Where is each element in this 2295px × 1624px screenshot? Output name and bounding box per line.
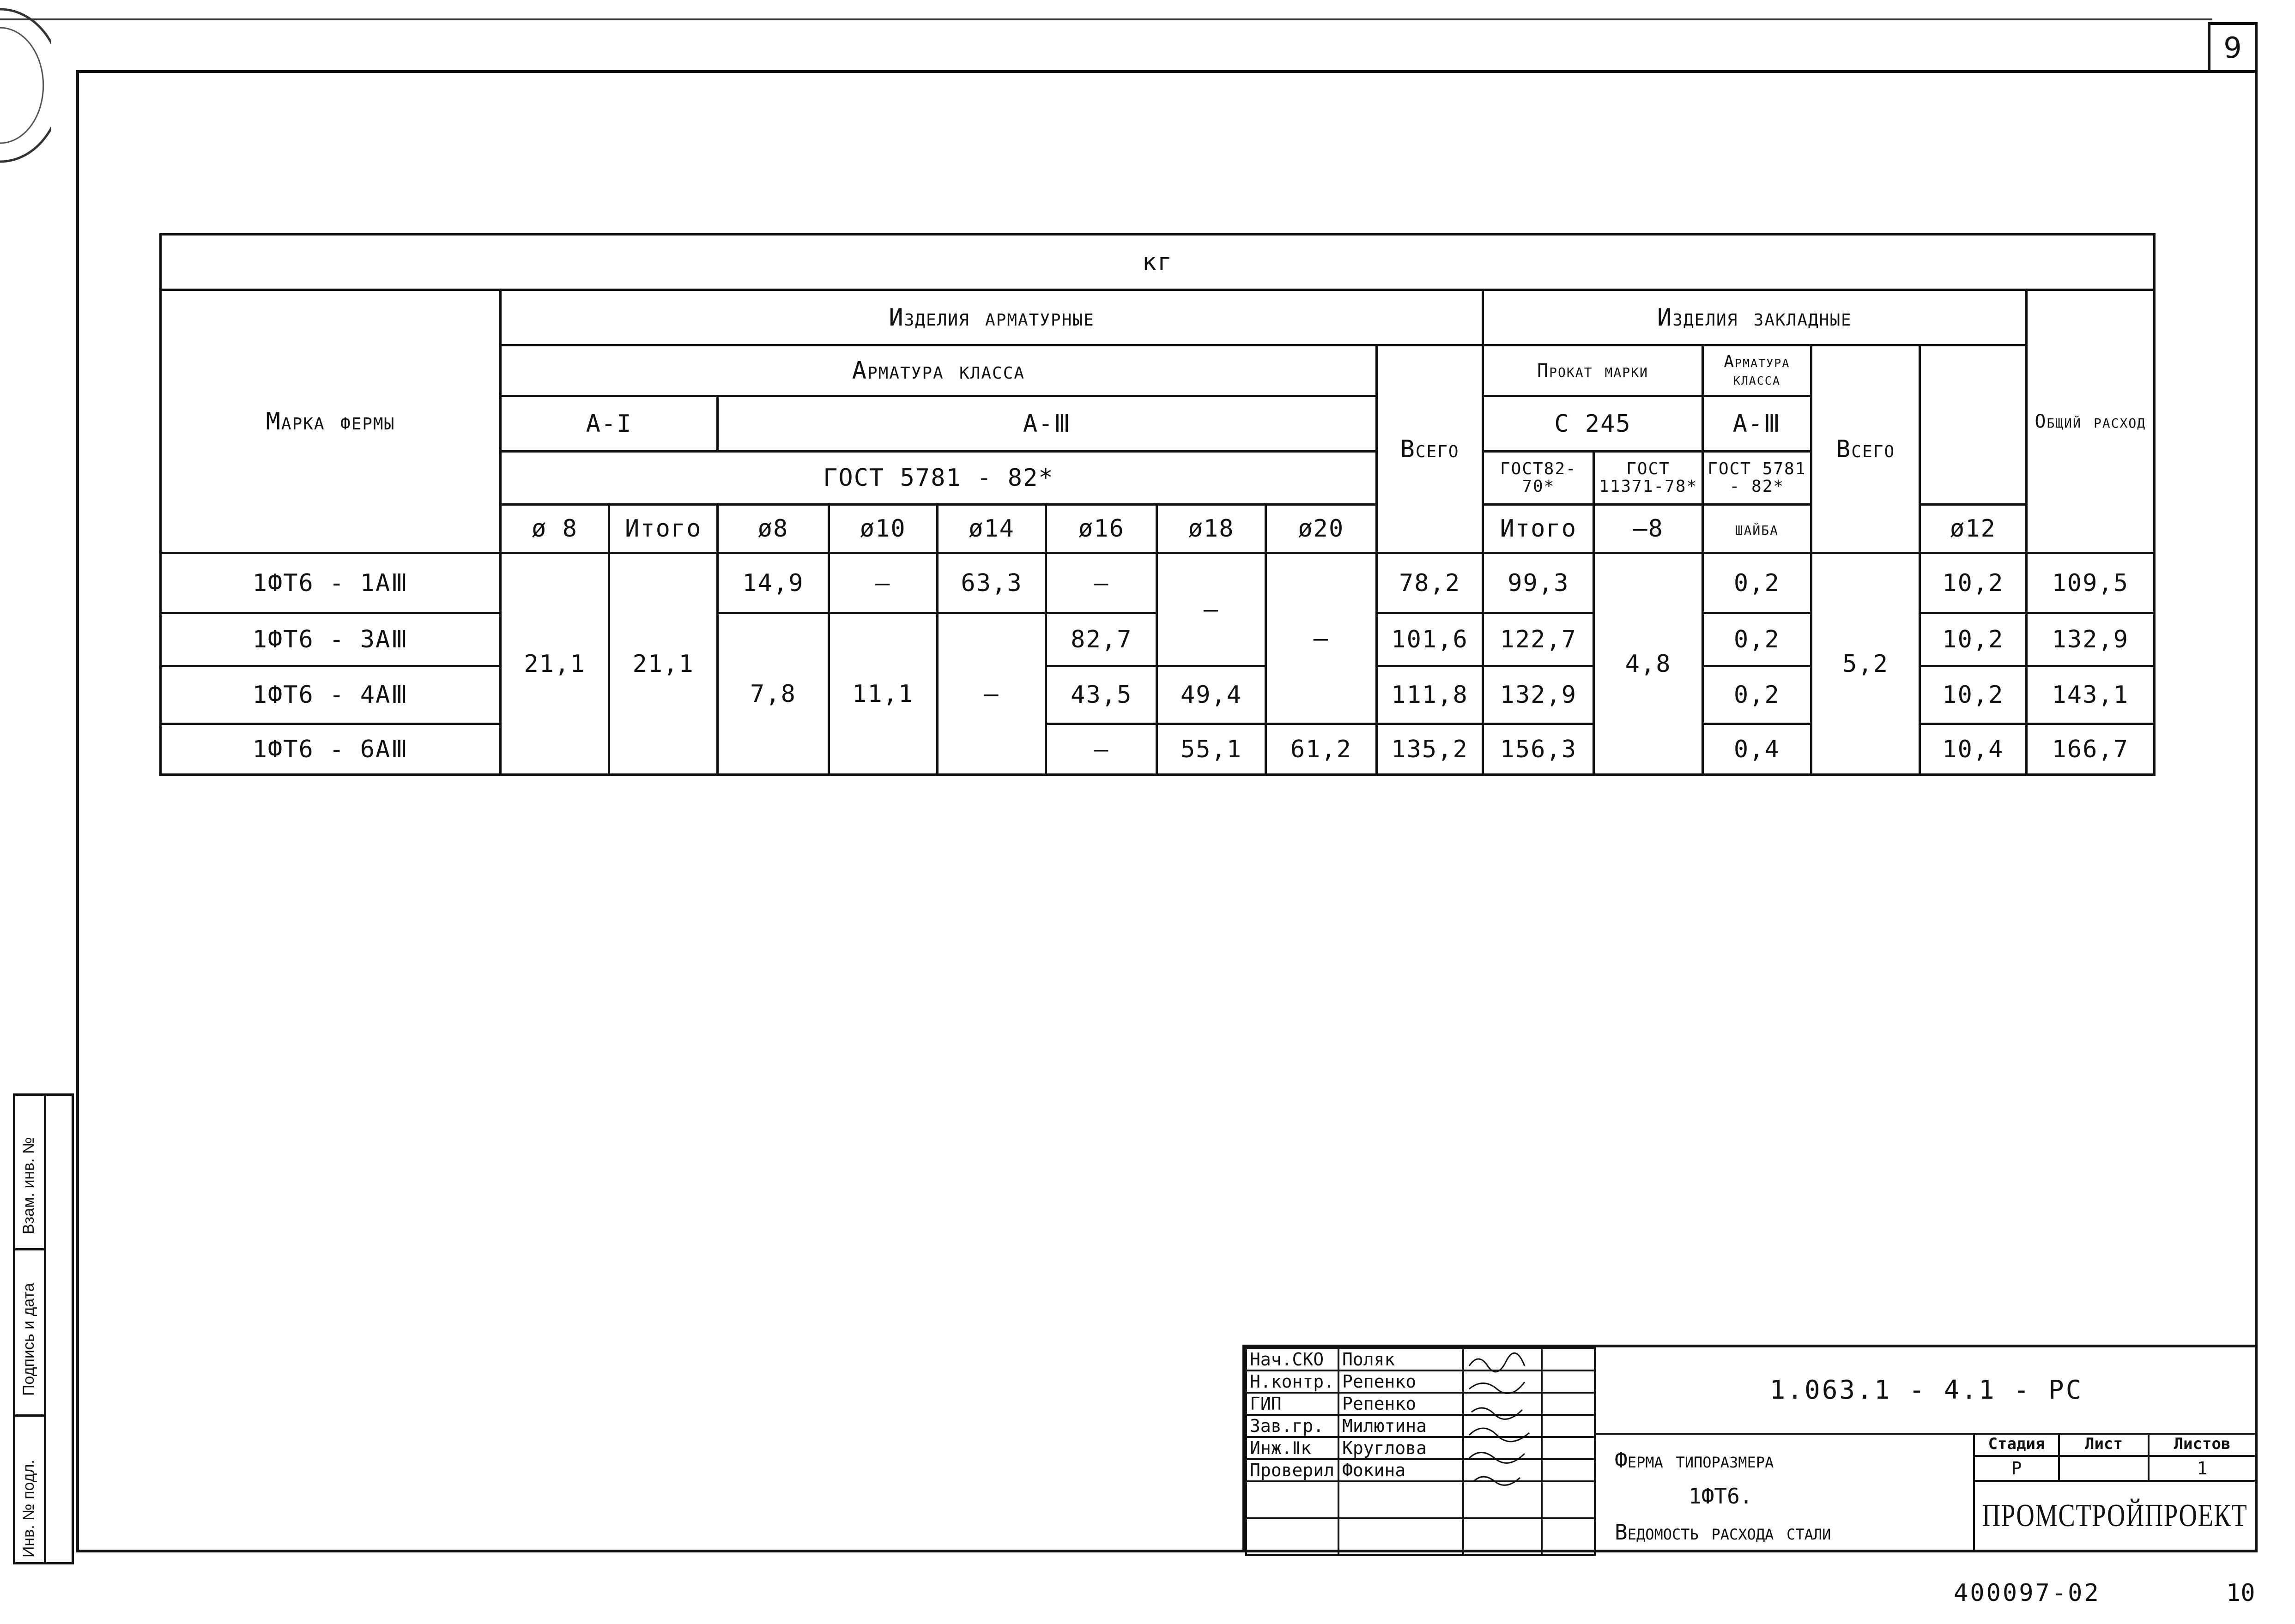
signer-role: Зав.гр. (1246, 1415, 1338, 1437)
cell-d14: 63,3 (937, 553, 1046, 613)
col-d16: ø16 (1046, 505, 1157, 553)
emb-class-header: A-Ⅲ (1702, 396, 1811, 452)
stage-label: Стадия (1975, 1433, 2060, 1455)
steel-consumption-table (159, 233, 2156, 776)
col-d20: ø20 (1266, 505, 1376, 553)
sheet-number: 9 (2208, 22, 2258, 70)
signer-name: Фокина (1338, 1459, 1463, 1481)
cell-a3-total: 111,8 (1376, 666, 1483, 724)
cell-d20: — (1266, 553, 1376, 724)
cell-grand: 109,5 (2026, 553, 2154, 613)
cell-washer: 0,2 (1702, 666, 1811, 724)
col-d8: ø8 (718, 505, 829, 553)
col-a1-total: Итого (609, 505, 718, 553)
title-line-2: 1ФТ6. (1689, 1484, 1753, 1509)
replace-inv-label: Взам. инв. № (20, 1137, 37, 1234)
cell-d8: 7,8 (718, 613, 829, 775)
col-d12: ø12 (1920, 505, 2026, 553)
inv-orig-label: Инв. № подл. (20, 1460, 37, 1558)
top-border-line (0, 18, 2212, 20)
signer-role: ГИП (1246, 1393, 1338, 1415)
row-mark: 1ФТ6 - 1АⅢ (161, 553, 501, 613)
emb-gost-header: ГОСТ 5781 - 82* (1702, 452, 1811, 505)
col-plate: —8 (1594, 505, 1702, 553)
side-stamp (13, 1093, 74, 1564)
cell-emb-total: 10,2 (1920, 613, 2026, 666)
class-a3-header: A-Ⅲ (718, 396, 1377, 452)
signer-name: Репенко (1338, 1393, 1463, 1415)
signer-role: Проверил (1246, 1459, 1338, 1481)
signer-role: Нач.СКО (1246, 1348, 1338, 1370)
cell-d12: 5,2 (1811, 553, 1920, 775)
cell-d18: 55,1 (1157, 724, 1266, 775)
cell-a3-total: 101,6 (1376, 613, 1483, 666)
signatures-icon (1465, 1347, 1543, 1504)
col-a3-total: Итого (1483, 505, 1594, 553)
signer-role: Н.контр. (1246, 1370, 1338, 1393)
emb-armature-class-header: Арматура класса (1702, 345, 1811, 396)
embedded-products-header: Изделия закладные (1483, 290, 2026, 345)
col-d18: ø18 (1157, 505, 1266, 553)
cell-washer: 0,4 (1702, 724, 1811, 775)
cell-washer: 0,2 (1702, 613, 1811, 666)
row-mark: 1ФТ6 - 3АⅢ (161, 613, 501, 666)
signer-name: Милютина (1338, 1415, 1463, 1437)
document-code: 1.063.1 - 4.1 - РС (1594, 1347, 2257, 1435)
emb-total-header: Всего (1811, 345, 1920, 553)
signer-role: Инж.Ⅱк (1246, 1437, 1338, 1459)
sheets-value: 1 (2197, 1458, 2208, 1479)
armature-total-header: Всего (1376, 345, 1483, 553)
signer-name: Репенко (1338, 1370, 1463, 1393)
cell-emb-total: 10,2 (1920, 553, 2026, 613)
cell-emb-total: 10,2 (1920, 666, 2026, 724)
cell-a3-total: 135,2 (1376, 724, 1483, 775)
unit-header: кг (161, 235, 2155, 290)
title-line-3: Ведомость расхода стали (1615, 1520, 1831, 1545)
col-washer: шайба (1702, 505, 1811, 553)
stage-block (1973, 1433, 2255, 1550)
cell-total: 132,9 (1483, 666, 1594, 724)
cell-a3-total: 78,2 (1376, 553, 1483, 613)
gost-main-header: ГОСТ 5781 - 82* (500, 452, 1376, 505)
grand-total-header: Общий расход (2026, 290, 2154, 553)
cell-d8: 14,9 (718, 553, 829, 613)
armature-products-header: Изделия арматурные (500, 290, 1483, 345)
signer-name: Поляк (1338, 1348, 1463, 1370)
col-d10: ø10 (829, 505, 937, 553)
class-a1-header: A-I (500, 396, 718, 452)
cell-d20: 61,2 (1266, 724, 1376, 775)
gost-11371-header: ГОСТ 11371-78* (1594, 452, 1702, 505)
cell-d16: 43,5 (1046, 666, 1157, 724)
row-mark: 1ФТ6 - 6АⅢ (161, 724, 501, 775)
cell-d16: — (1046, 553, 1157, 613)
table-row (161, 553, 2155, 613)
document-title (1594, 1433, 1973, 1550)
sheet-label: Лист (2060, 1433, 2150, 1455)
cell-total: 99,3 (1483, 553, 1594, 613)
cell-grand: 132,9 (2026, 613, 2154, 666)
page-number: 10 (2226, 1579, 2255, 1607)
cell-grand: 166,7 (2026, 724, 2154, 775)
stage-value: Р (1975, 1457, 2060, 1480)
cell-a1-d8: 21,1 (500, 553, 609, 775)
title-block (1242, 1345, 2258, 1552)
gost-82-70-header: ГОСТ82-70* (1483, 452, 1594, 505)
armature-class-header: Арматура класса (500, 345, 1376, 396)
sign-date-label: Подпись и дата (20, 1283, 37, 1396)
cell-d16: — (1046, 724, 1157, 775)
cell-d10: — (829, 553, 937, 613)
cell-d16: 82,7 (1046, 613, 1157, 666)
mark-header: Марка фермы (161, 290, 501, 553)
corner-stamp-icon (0, 0, 51, 175)
cell-d18: — (1157, 553, 1266, 666)
organization-name: ПРОМСТРОЙПРОЕКТ (1982, 1497, 2248, 1533)
cell-total: 156,3 (1483, 724, 1594, 775)
cell-total: 122,7 (1483, 613, 1594, 666)
cell-d14: — (937, 613, 1046, 775)
cell-a1-total: 21,1 (609, 553, 718, 775)
cell-emb-total: 10,4 (1920, 724, 2026, 775)
col-d14: ø14 (937, 505, 1046, 553)
cell-d10: 11,1 (829, 613, 937, 775)
sheets-label: Листов (2174, 1435, 2231, 1453)
rolled-steel-header: С 245 (1483, 396, 1703, 452)
row-mark: 1ФТ6 - 4АⅢ (161, 666, 501, 724)
title-line-1: Ферма типоразмера (1615, 1448, 1774, 1473)
col-a1-d8: ø 8 (500, 505, 609, 553)
archive-code: 400097-02 (1954, 1579, 2101, 1607)
cell-d18: 49,4 (1157, 666, 1266, 724)
signature-table (1245, 1347, 1596, 1556)
rolled-mark-header: Прокат марки (1483, 345, 1703, 396)
signer-name: Круглова (1338, 1437, 1463, 1459)
cell-washer: 0,2 (1702, 553, 1811, 613)
cell-plate: 4,8 (1594, 553, 1702, 775)
cell-grand: 143,1 (2026, 666, 2154, 724)
